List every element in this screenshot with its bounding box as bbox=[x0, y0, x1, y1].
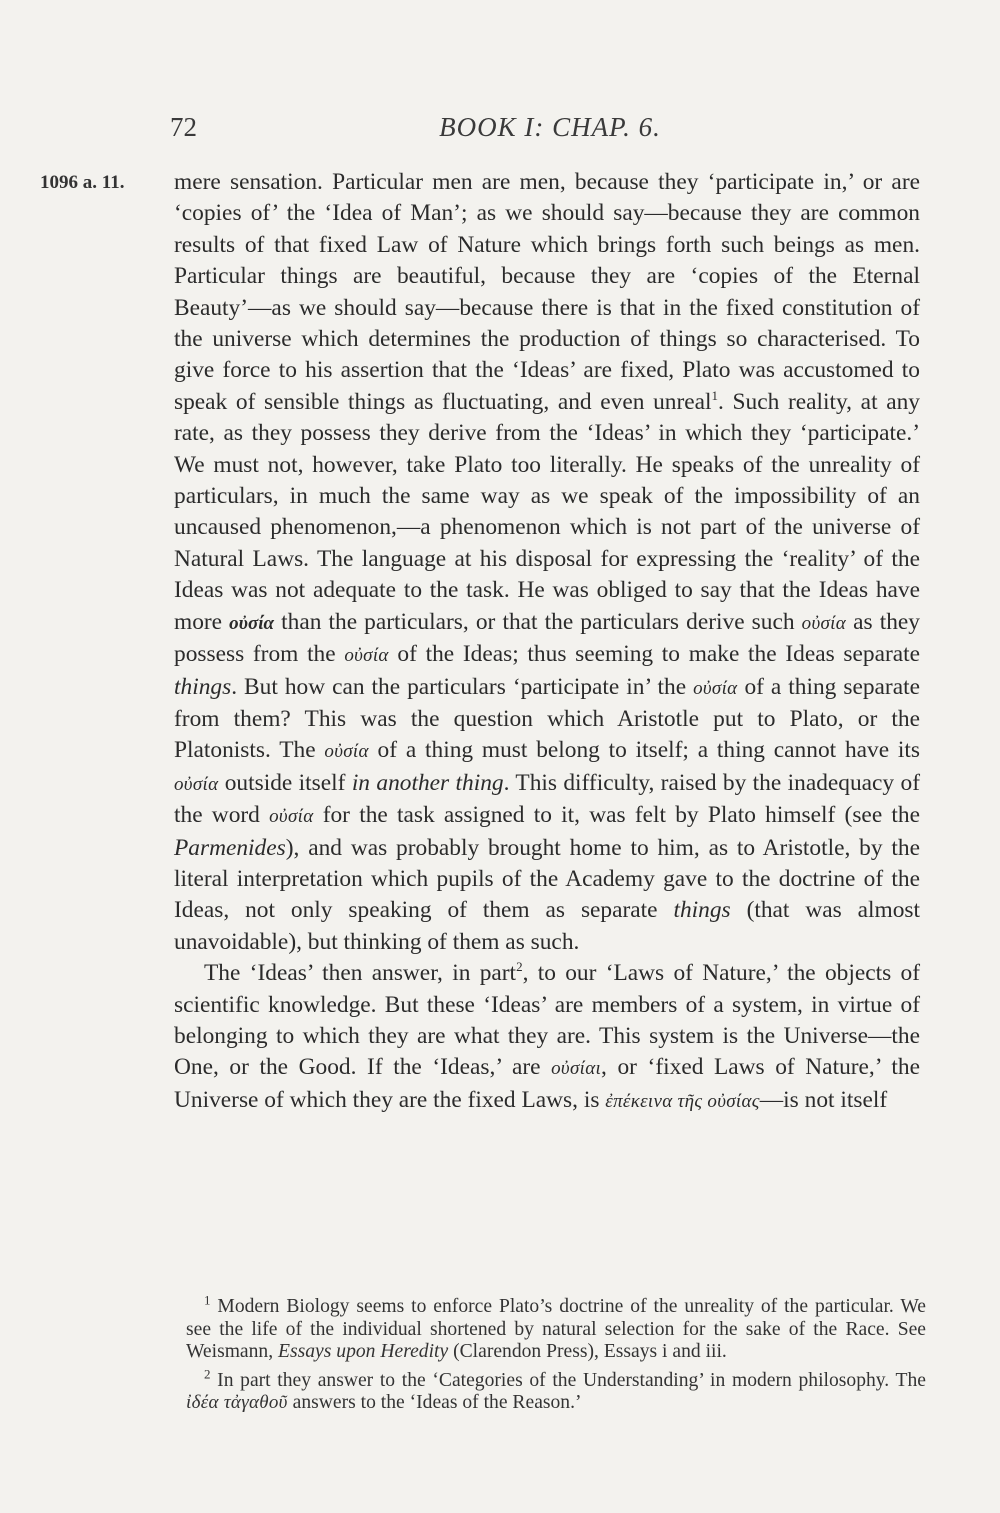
italic-text: things bbox=[174, 673, 232, 700]
greek-word: οὐσία bbox=[344, 645, 389, 667]
greek-word: οὐσία bbox=[693, 677, 738, 699]
italic-text: Parmenides bbox=[174, 834, 286, 861]
greek-word: οὐσία bbox=[801, 612, 847, 634]
footnote-number: 2 bbox=[204, 1365, 211, 1381]
paragraph-2: The ‘Ideas’ then answer, in part$^2$, to our ‘Laws of Nature,’ the objects of scientific knowledge. But these ‘Ideas’ are members of a system, in virtue of belonging to which they are what they are. This system is the Universe—the One, or the Good. If the ‘Ideas,’ are οὐσίαι, or ‘fixed Laws of Nature,’ the Universe of which they are the fixed Laws, is ἐπέκεινα τῆς οὐσίας—is not itself bbox=[174, 959, 921, 1113]
page-header bbox=[170, 112, 930, 152]
footnote-number: 1 bbox=[204, 1292, 211, 1308]
footnote-1: $^1$ Modern Biology seems to enforce Plato’s doctrine of the unreality of the particular. We see the life of the individual shortened by natural selection for the sake of the Race. See Weismann, Essays upon Heredity (Clarendon Press), Essays i and iii. bbox=[186, 1292, 926, 1362]
greek-word: ἰδέα τἀγαθοῦ bbox=[186, 1392, 288, 1413]
paragraph-1: mere sensation. Particular men are men, because they ‘participate in,’ or are ‘copies of’ the ‘Idea of Man’; as we should say—because they are common results of that fixed Law of Nature which brings forth such beings as men. Particular things are beautiful, because they are ‘copies of the Eternal Beauty’—as we should say—because there is that in the fixed constitution of the universe which determines the production of things so characterised. To give force to his assertion that the ‘Ideas’ are fixed, Plato was accustomed to speak of sensible things as fluctuating, and even unreal$^1$. Such reality, at any rate, as they possess they derive from the ‘Ideas’ in which they ‘participate.’ We must not, however, take Plato too literally. He speaks of the unreality of particulars, in much the same way as we speak of the impossibility of an uncaused phenomenon,—a phenomenon which is not part of the universe of Natural Laws. The language at his disposal for expressing the ‘reality’ of the Ideas was not adequate to the task. He was obliged to say that the Ideas have more οὐσία than the particulars, or that the particulars derive such οὐσία as they possess from the οὐσία of the Ideas; thus seeming to make the Ideas separate things. But how can the particulars ‘participate in’ the οὐσία of a thing separate from them? This was the question which Aristotle put to Plato, or the Platonists. The οὐσία of a thing must belong to itself; a thing cannot have its οὐσία outside itself in another thing. This difficulty, raised by the inadequacy of the word οὐσία for the task assigned to it, was felt by Plato himself (see the Parmenides), and was probably brought home to him, as to Aristotle, by the literal interpretation which pupils of the Academy gave to the doctrine of the Ideas, not only speaking of them as separate things (that was almost unavoidable), but thinking of them as such. bbox=[174, 169, 921, 955]
page-number: 72 bbox=[170, 112, 197, 142]
italic-text: in another thing bbox=[351, 769, 504, 796]
greek-word: οὐσία bbox=[324, 741, 369, 763]
footnote-2: $^2$ In part they answer to the ‘Categories of the Understanding’ in modern philosophy. The ἰδέα τἀγαθοῦ answers to the ‘Ideas of the Reason.’ bbox=[186, 1365, 926, 1413]
footnote-reference: 2 bbox=[516, 959, 523, 975]
greek-word: οὐσία bbox=[269, 806, 314, 828]
running-head: BOOK I: CHAP. 6. bbox=[439, 112, 661, 142]
italic-text: things bbox=[673, 897, 731, 924]
greek-word-bold: οὐσία bbox=[229, 612, 275, 634]
greek-word: οὐσία bbox=[174, 773, 219, 795]
italic-text: Essays upon Heredity bbox=[278, 1341, 449, 1362]
greek-word: οὐσίαι bbox=[551, 1058, 602, 1080]
footnotes bbox=[186, 1292, 926, 1421]
greek-word: ἐπέκεινα τῆς οὐσίας bbox=[605, 1090, 760, 1112]
marginal-reference: 1096 a. 11. bbox=[40, 172, 125, 193]
footnote-reference: 1 bbox=[711, 388, 719, 404]
body-text bbox=[174, 167, 920, 1117]
